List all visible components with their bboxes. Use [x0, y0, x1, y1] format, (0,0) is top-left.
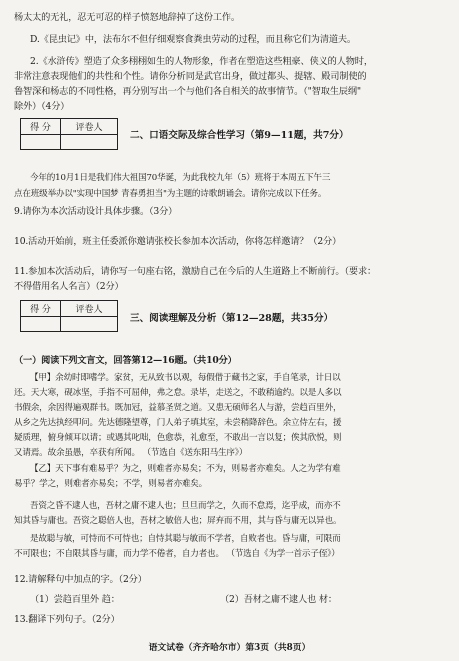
score-table — [20, 118, 118, 150]
text-line: 2.《水浒传》塑造了众多栩栩如生的人物形象，作者在塑造这些粗豪、侠义的人物时， — [30, 56, 373, 67]
reading-header: （一）阅读下列文言文，回答第12—16题。（共10分） — [14, 355, 237, 366]
passage-line: 还。天大寒，砚冰坚，手指不可屈伸，弗之怠。录毕，走送之，不敢稍逾约。以是人多以 — [14, 388, 342, 398]
question-10: 10.活动开始前，班主任委派你邀请张校长参加本次活动，你将怎样邀请？（2分） — [14, 236, 342, 247]
grader-box[interactable] — [61, 317, 117, 331]
score-box[interactable] — [21, 317, 61, 331]
passage-line: 疑质理，俯身倾耳以请；或遇其叱咄，色愈恭，礼愈至，不敢出一言以复；俟其欣悦，则 — [14, 433, 342, 443]
score-box[interactable] — [21, 135, 61, 149]
question-12: 12.请解释句中加点的字。（2分） — [14, 574, 147, 585]
passage-line: 从乡之先达执经叩问。先达德隆望尊，门人弟子填其室，未尝稍降辞色。余立侍左右，援 — [14, 418, 342, 428]
question-9: 9.请你为本次活动设计具体步骤。（3分） — [14, 206, 178, 217]
passage-line: 吾资之昏不逮人也，吾材之庸不逮人也；旦旦而学之，久而不怠焉，迄乎成，而亦不 — [30, 501, 341, 511]
passage-line: 不可限也；不自限其昏与庸，而力学不倦者，自力者也。 （节选自《为学一首示子侄》） — [14, 549, 340, 559]
passage-line: 是故聪与敏，可恃而不可恃也；自恃其聪与敏而不学者，自败者也。昏与庸，可限而 — [30, 534, 341, 544]
text-line: 今年的10月1日是我们伟大祖国70华诞，为此我校九年（5）班将于本周五下午三 — [30, 173, 331, 183]
text-line: 点在班级举办以"实现中国梦 青春勇担当"为主题的诗歌朗诵会。请你完成以下任务。 — [14, 189, 327, 199]
passage-line: 【甲】余幼时即嗜学。家贫，无从致书以观，每假借于藏书之家，手自笔录，计日以 — [30, 373, 341, 383]
text-line: 鲁智深和杨志的不同性格，再分别写出一个与他们各自相关的故事情节。（"智取生辰纲" — [14, 86, 361, 97]
text-line: 杨太太的无礼，忍无可忍的样子愤怒地辞掉了这份工作。 — [14, 12, 240, 23]
passage-line: 又请焉。故余虽愚，卒获有所闻。 （节选自《送东阳马生序》） — [14, 448, 248, 458]
passage-line: 易乎？学之，则难者亦易矣；不学，则易者亦难矣。 — [14, 479, 208, 489]
passage-line: 书假余，余因得遍观群书。既加冠，益慕圣贤之道。又患无硕师名人与游，尝趋百里外， — [14, 403, 342, 413]
question-13: 13.翻译下列句子。（2分） — [14, 614, 120, 625]
page-footer: 语文试卷（齐齐哈尔市）第3页（共8页） — [148, 643, 311, 653]
passage-line: 【乙】天下事有难易乎？为之，则难者亦易矣；不为，则易者亦难矣。人之为学有难 — [30, 464, 341, 474]
grader-label: 评卷人 — [61, 301, 117, 317]
score-label: 得 分 — [21, 119, 61, 135]
text-line: 非常注意表现他们的共性和个性。请你分析同是武官出身，做过都头、提辖、殿司制使的 — [14, 71, 367, 82]
score-table — [20, 300, 118, 332]
grader-label: 评卷人 — [61, 119, 117, 135]
question-11: 11.参加本次活动后，请你写一句座右铭，激励自己在今后的人生道路上不断前行。（要求： — [14, 266, 377, 277]
text-line: 不得借用名人名言）（2分） — [14, 281, 124, 292]
text-line: D.《昆虫记》中，法布尔不但仔细观察食粪虫劳动的过程，而且称它们为清道夫。 — [30, 34, 356, 45]
passage-line: 知其昏与庸也。吾资之聪倍人也，吾材之敏倍人也；屏弃而不用，其与昏与庸无以异也。 — [14, 516, 342, 526]
section-title: 三、阅读理解及分析（第12—28题，共35分） — [130, 313, 334, 324]
section-title: 二、口语交际及综合性学习（第9—11题，共7分） — [130, 130, 349, 141]
question-12-item-2: （2）吾材之庸不逮人也 材： — [220, 594, 337, 605]
score-label: 得 分 — [21, 301, 61, 317]
grader-box[interactable] — [61, 135, 117, 149]
text-line: 除外）（4分） — [14, 101, 70, 112]
question-12-item-1: （1）尝趋百里外 趋： — [30, 594, 120, 605]
